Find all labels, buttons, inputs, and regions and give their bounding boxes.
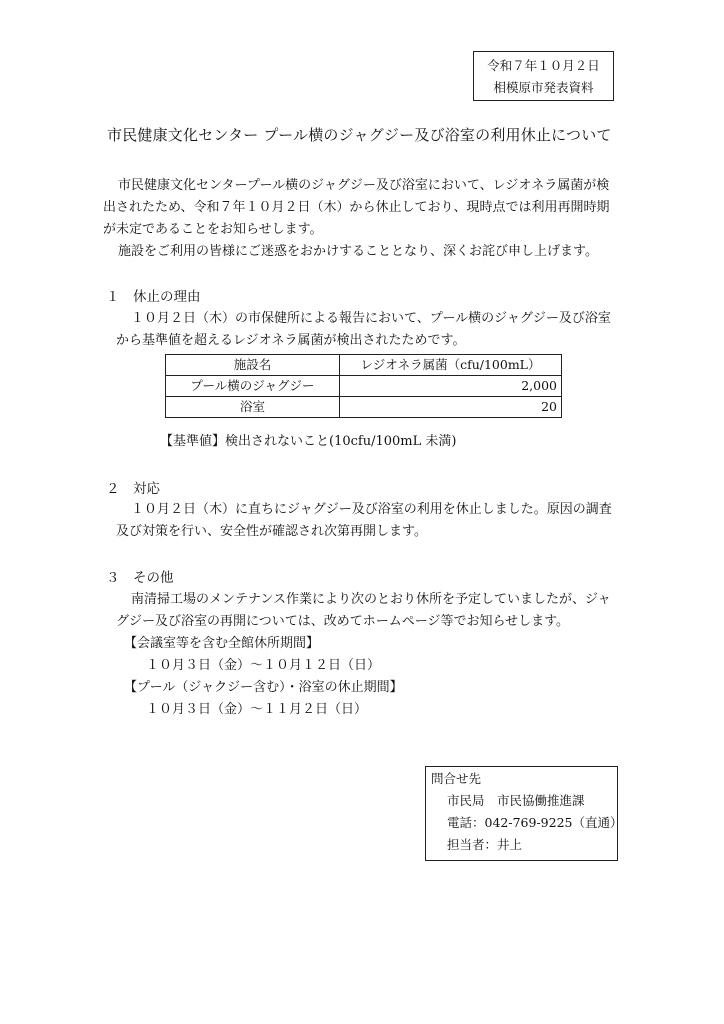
page-title: 市民健康文化センター プール横のジャグジー及び浴室の利用休止について	[107, 126, 612, 144]
section1-line-2: から基準値を超えるレジオネラ属菌が検出されたためです。	[116, 333, 466, 348]
contact-person: 担当者：井上	[447, 837, 523, 852]
table-cell-facility: プール横のジャグジー	[166, 376, 340, 397]
section2-line-2: 及び対策を行い、安全性が確認され次第再開します。	[116, 524, 427, 539]
section2-line-1: １０月２日（木）に直ちにジャグジー及び浴室の利用を休止しました。原因の調査	[131, 502, 612, 517]
section3-heading: ３ その他	[106, 570, 174, 586]
period2-value: １０月３日（金）～１１月２日（日）	[146, 702, 368, 717]
section1-line-1: １０月２日（木）の市保健所による報告において、プール横のジャグジー及び浴室	[131, 311, 611, 326]
intro-line-2: 出されたため、令和７年１０月２日（木）から休止しており、現時点では利用再開時期	[103, 200, 610, 215]
period2-label: 【プール（ジャクジー含む）・浴室の休止期間】	[124, 680, 403, 695]
table-cell-value: 20	[340, 397, 562, 418]
table-cell-value: 2,000	[340, 376, 562, 397]
contact-title: 問合せ先	[431, 771, 482, 786]
contact-dept: 市民局 市民協働推進課	[447, 793, 585, 808]
period1-value: １０月３日（金）～１０月１２日（日）	[146, 658, 381, 673]
table-row	[166, 376, 562, 397]
table-header-facility: 施設名	[166, 355, 340, 376]
section3-line-2: グジー及び浴室の再開については、改めてホームページ等でお知らせします。	[116, 614, 570, 629]
section2-heading: ２ 対応	[106, 481, 160, 497]
table-row	[166, 397, 562, 418]
release-date: 令和７年１０月２日	[487, 58, 600, 73]
table-header-legionella: レジオネラ属菌（cfu/100mL）	[340, 355, 562, 376]
intro-line-3: が未定であることをお知らせします。	[103, 222, 323, 237]
intro-line-4: 施設をご利用の皆様にご迷惑をおかけすることとなり、深くお詫び申し上げます。	[118, 244, 598, 259]
contact-box	[425, 766, 623, 861]
section3-line-1: 南清掃工場のメンテナンス作業により次のとおり休所を予定していましたが、ジャ	[131, 592, 611, 607]
legionella-table	[165, 354, 562, 418]
release-source: 相模原市発表資料	[493, 80, 594, 95]
date-source-box	[473, 51, 614, 101]
contact-phone: 電話：042-769-9225（直通）	[447, 815, 623, 830]
table-header-row	[166, 355, 562, 376]
standard-note: 【基準値】検出されないこと(10cfu/100mL 未満)	[160, 434, 457, 449]
intro-line-1: 市民健康文化センタープール横のジャグジー及び浴室において、レジオネラ属菌が検	[118, 178, 610, 193]
section1-heading: １ 休止の理由	[106, 289, 201, 305]
period1-label: 【会議室等を含む全館休所期間】	[124, 636, 320, 651]
table-cell-facility: 浴室	[166, 397, 340, 418]
